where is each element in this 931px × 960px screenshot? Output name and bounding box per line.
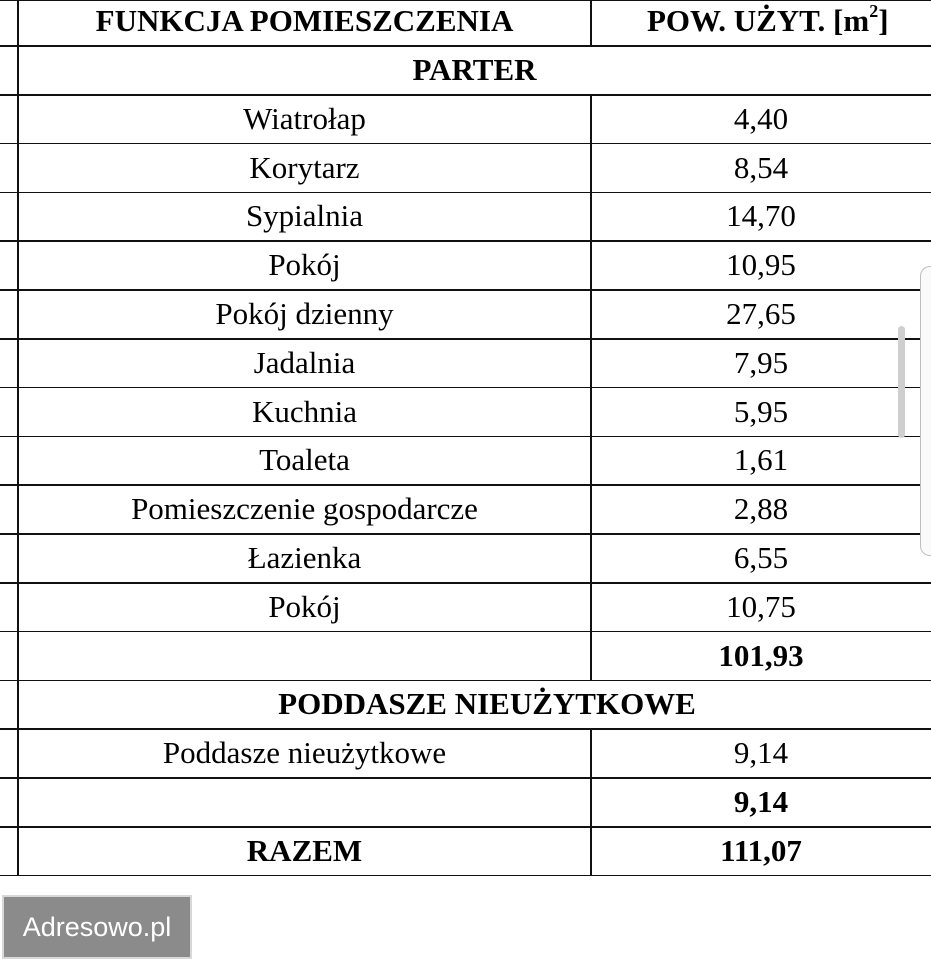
header-area xyxy=(591,0,931,46)
subtotal-row xyxy=(0,632,931,680)
column-rule xyxy=(17,95,19,144)
column-rule xyxy=(590,192,592,241)
room-area: 6,55 xyxy=(733,540,789,575)
table-rule xyxy=(0,192,931,194)
section-title: PARTER xyxy=(412,52,537,87)
subtotal-value: 101,93 xyxy=(718,637,804,673)
room-area: 10,75 xyxy=(726,588,796,624)
room-name: Wiatrołap xyxy=(243,100,366,136)
table-rule xyxy=(0,728,931,730)
column-rule xyxy=(590,827,592,876)
section-header xyxy=(0,680,931,728)
column-rule xyxy=(590,388,592,437)
table-rule xyxy=(0,582,931,584)
room-name: Kuchnia xyxy=(251,393,358,429)
table-rule xyxy=(0,484,931,486)
column-rule xyxy=(590,778,592,827)
table-row xyxy=(0,485,931,533)
table-row xyxy=(0,241,931,289)
column-rule xyxy=(590,241,592,290)
column-rule xyxy=(17,290,19,339)
room-area: 8,54 xyxy=(733,149,789,185)
column-rule xyxy=(17,827,19,876)
table-rule xyxy=(0,631,931,633)
table-row xyxy=(0,388,931,436)
column-rule xyxy=(17,583,19,632)
column-rule xyxy=(590,583,592,632)
column-rule xyxy=(17,388,19,437)
column-rule xyxy=(17,144,19,193)
room-name: Pokój xyxy=(268,247,341,283)
column-rule xyxy=(590,290,592,339)
column-rule xyxy=(590,0,592,46)
column-rule xyxy=(590,729,592,778)
room-area: 9,14 xyxy=(733,735,789,771)
section-header xyxy=(0,46,931,94)
column-rule xyxy=(17,632,19,681)
room-area: 27,65 xyxy=(726,296,796,331)
column-rule xyxy=(17,680,19,729)
room-name: Korytarz xyxy=(249,149,360,185)
column-rule xyxy=(590,144,592,193)
column-rule xyxy=(590,632,592,681)
column-rule xyxy=(590,436,592,485)
table-row xyxy=(0,436,931,484)
total-label: RAZEM xyxy=(246,832,363,868)
table-row xyxy=(0,192,931,240)
table-rule xyxy=(0,777,931,779)
room-name: Pomieszczenie gospodarcze xyxy=(131,491,478,527)
header-function: FUNKCJA POMIESZCZENIA xyxy=(95,3,514,38)
table-rule xyxy=(0,875,931,877)
table-row xyxy=(0,583,931,631)
scrollbar-thumb[interactable] xyxy=(898,326,905,438)
column-rule xyxy=(590,95,592,144)
room-area: 1,61 xyxy=(733,442,789,478)
column-rule xyxy=(17,46,19,95)
table-row xyxy=(0,144,931,192)
subtotal-row xyxy=(0,778,931,826)
room-name: Łazienka xyxy=(247,540,362,575)
header-area-superscript: 2 xyxy=(869,1,879,21)
column-rule xyxy=(17,192,19,241)
scroll-panel[interactable] xyxy=(920,266,931,556)
total-row xyxy=(0,827,931,875)
column-rule xyxy=(17,241,19,290)
section-title: PODDASZE NIEUŻYTKOWE xyxy=(278,686,696,722)
room-name: Toaleta xyxy=(259,442,350,478)
table-row xyxy=(0,95,931,143)
column-rule xyxy=(17,778,19,827)
subtotal-value: 9,14 xyxy=(733,784,789,819)
room-name: Jadalnia xyxy=(253,344,356,380)
table-rule xyxy=(0,240,931,242)
room-name xyxy=(18,632,591,680)
room-area: 10,95 xyxy=(726,247,796,283)
table-rule xyxy=(0,45,931,47)
room-area: 7,95 xyxy=(733,344,789,380)
room-name: Pokój dzienny xyxy=(215,296,394,331)
table-rule xyxy=(0,533,931,535)
column-rule xyxy=(17,339,19,388)
table-rule xyxy=(0,143,931,145)
table-row xyxy=(0,290,931,338)
table-rule xyxy=(0,0,931,1)
table-rule xyxy=(0,94,931,96)
table-rule xyxy=(0,436,931,438)
room-area: 4,40 xyxy=(733,100,789,136)
column-rule xyxy=(590,339,592,388)
table-rule xyxy=(0,387,931,389)
room-area: 5,95 xyxy=(733,393,789,429)
table-row xyxy=(0,534,931,582)
table-rule xyxy=(0,338,931,340)
room-name: Sypialnia xyxy=(245,198,364,234)
column-rule xyxy=(590,485,592,534)
watermark-logo: Adresowo.pl xyxy=(2,895,192,959)
room-name xyxy=(18,778,591,826)
column-rule xyxy=(17,729,19,778)
table-rule xyxy=(0,680,931,682)
column-rule xyxy=(17,534,19,583)
column-rule xyxy=(590,534,592,583)
room-area: 2,88 xyxy=(733,491,789,527)
column-rule xyxy=(17,485,19,534)
header-area-bracket: ] xyxy=(878,3,889,38)
room-name: Pokój xyxy=(268,588,341,624)
total-value: 111,07 xyxy=(720,832,802,868)
room-area: 14,70 xyxy=(726,198,796,234)
table-row xyxy=(0,729,931,777)
table-header xyxy=(0,0,931,46)
room-name: Poddasze nieużytkowe xyxy=(162,735,447,771)
table-rule xyxy=(0,289,931,291)
table-row xyxy=(0,339,931,387)
table-rule xyxy=(0,826,931,828)
column-rule xyxy=(17,436,19,485)
header-area-label: POW. UŻYT. [m xyxy=(647,3,870,38)
column-rule xyxy=(17,0,19,46)
